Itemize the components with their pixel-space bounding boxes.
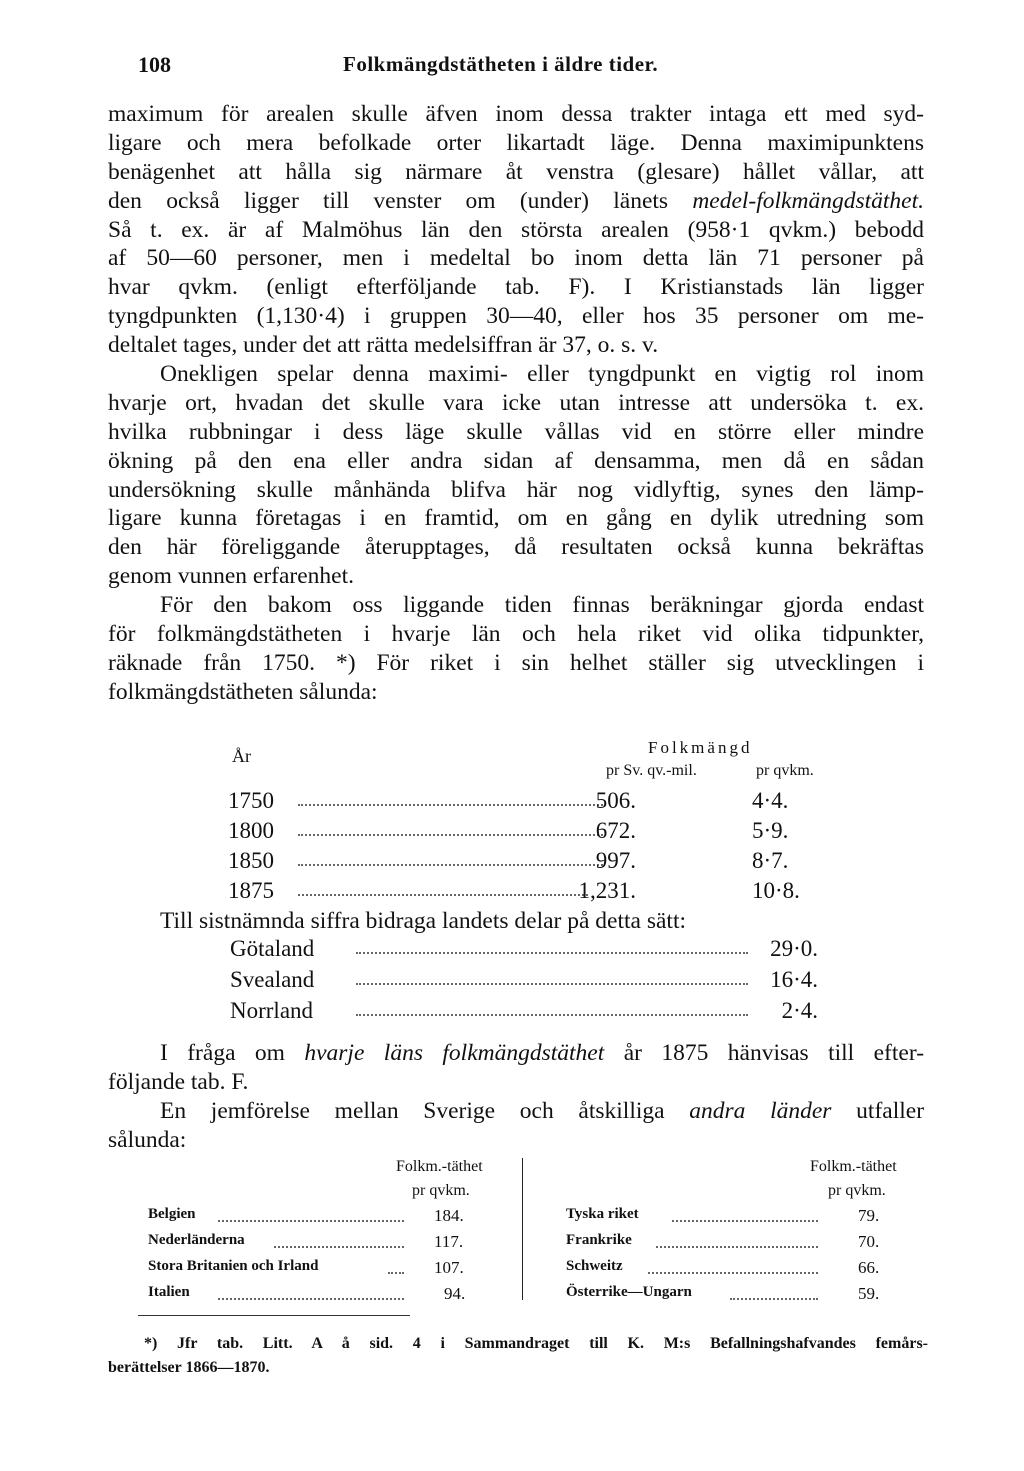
dot-leader	[356, 1012, 748, 1016]
region-value: 16·4.	[770, 967, 818, 992]
region-name: Norrland	[230, 998, 314, 1023]
region-value: 2·4.	[781, 998, 818, 1023]
column-header: Folkm.-täthet	[810, 1158, 897, 1175]
table-row	[148, 1284, 518, 1310]
italic-term: hvarje läns folkmängdstäthet	[304, 1040, 605, 1066]
country-name: Stora Britanien och Irland	[148, 1258, 319, 1274]
column-subheader: pr qvkm.	[412, 1182, 470, 1199]
footnote-rule	[138, 1315, 410, 1316]
text-line: maximum för arealen skulle äfven inom dessa trakter intaga ett med syd-	[108, 101, 924, 127]
year-cell: 1850	[228, 848, 274, 873]
dot-leader	[218, 1296, 404, 1300]
text-line: ligare kunna företagas i en framtid, om en gång en dylik utredning som	[108, 505, 924, 532]
text-line: genom vunnen erfarenhet.	[108, 563, 354, 590]
table-row	[148, 1206, 518, 1232]
text-line: hvar qvkm. (enligt efterföljande tab. F). I Kristianstads län ligger	[108, 274, 924, 301]
text-line-with-italic	[108, 187, 924, 216]
text-fragment: I fråga om	[160, 1040, 285, 1066]
text-line: ligare och mera befolkade orter likartadt läge. Denna maximipunktens	[108, 129, 924, 156]
italic-term: medel-folkmängdstäthet.	[692, 187, 924, 214]
table-row	[148, 1258, 518, 1284]
text-line: För den bakom oss liggande tiden finnas beräkningar gjorda endast	[160, 592, 924, 619]
table-row	[566, 1284, 928, 1310]
dot-leader	[356, 950, 748, 954]
column-divider	[522, 1158, 523, 1300]
year-density-table	[228, 738, 828, 908]
text-line: hvarje ort, hvadan det skulle vara icke utan intresse att undersöka t. ex.	[108, 389, 924, 416]
dot-leader	[298, 802, 603, 806]
text-line: af 50—60 personer, men i medeltal bo inom detta län 71 personer på	[108, 245, 924, 272]
country-value: 117.	[434, 1232, 464, 1251]
dot-leader	[274, 1244, 404, 1248]
country-value: 79.	[858, 1206, 880, 1225]
per-mil-cell: 506.	[595, 788, 636, 813]
table-row	[230, 936, 830, 966]
column-header: Folkm.-täthet	[396, 1158, 483, 1175]
per-mil-cell: 997.	[595, 848, 636, 873]
text-line: hvilka rubbningar i dess läge skulle vållas vid en större eller mindre	[108, 418, 924, 445]
footnote	[108, 1332, 928, 1380]
country-name: Nederländerna	[148, 1232, 245, 1248]
table-row	[228, 818, 828, 848]
country-name: Tyska riket	[566, 1206, 639, 1222]
dot-leader	[298, 892, 588, 896]
region-name: Götaland	[230, 936, 315, 961]
dot-leader	[298, 862, 603, 866]
country-name: Belgien	[148, 1206, 196, 1222]
country-name: Italien	[148, 1284, 190, 1300]
table-row	[228, 848, 828, 878]
region-value: 29·0.	[770, 936, 818, 961]
text-line: tyngdpunkten (1,130·4) i gruppen 30—40, eller hos 35 personer om me-	[108, 303, 924, 330]
country-value: 59.	[858, 1284, 880, 1303]
text-line: benägenhet att hålla sig närmare åt venstra (glesare) hållet vållar, att	[108, 158, 924, 185]
running-head: Folkmängdstätheten i äldre tider.	[343, 52, 659, 76]
text-line: den här föreliggande återupptages, då resultaten också kunna bekräftas	[108, 534, 924, 561]
per-qvkm-cell: 4·4.	[752, 788, 789, 813]
text-line: deltalet tages, under det att rätta medelsiffran är 37, o. s. v.	[108, 332, 659, 359]
country-column-left	[148, 1158, 518, 1306]
footnote-line: berättelser 1866—1870.	[108, 1359, 270, 1376]
dot-leader	[388, 1270, 404, 1274]
dot-leader	[656, 1244, 818, 1248]
page-header	[138, 52, 928, 86]
country-value: 184.	[434, 1206, 464, 1225]
table-row	[148, 1232, 518, 1258]
country-value: 70.	[858, 1232, 880, 1251]
country-column-right	[566, 1158, 928, 1306]
per-qvkm-cell: 10·8.	[752, 878, 800, 903]
dot-leader	[730, 1296, 818, 1300]
text-line: Till sistnämnda siffra bidraga landets delar på detta sätt:	[160, 908, 687, 934]
dot-leader	[218, 1218, 404, 1222]
per-qvkm-cell: 8·7.	[752, 848, 789, 873]
text-line: Så t. ex. är af Malmöhus län den största arealen (958·1 qvkm.) bebodd	[108, 216, 924, 243]
country-comparison-table	[148, 1158, 928, 1306]
text-line: sålunda:	[108, 1126, 187, 1153]
per-qvkm-cell: 5·9.	[752, 818, 789, 843]
table-row	[566, 1232, 928, 1258]
column-subheader: pr qvkm.	[828, 1182, 886, 1199]
table-row	[230, 998, 830, 1028]
text-line: för folkmängdstätheten i hvarje län och hela riket vid olika tidpunkter,	[108, 621, 924, 648]
text-fragment: den också ligger till venster om (under) länets	[108, 187, 669, 214]
dot-leader	[356, 981, 748, 985]
country-value: 66.	[858, 1258, 880, 1277]
region-name: Svealand	[230, 967, 315, 992]
text-line-with-italic	[108, 1097, 924, 1126]
table-row	[230, 967, 830, 997]
text-fragment: utfaller	[856, 1097, 925, 1124]
text-line: folkmängdstätheten sålunda:	[108, 678, 378, 705]
body-text	[108, 100, 924, 707]
country-value: 107.	[434, 1258, 464, 1277]
page-number: 108	[138, 52, 171, 77]
text-line: Onekligen spelar denna maximi- eller tyngdpunkt en vigtig rol inom	[160, 361, 924, 388]
column-header-per-mil: pr Sv. qv.-mil.	[606, 762, 697, 779]
table-row	[566, 1206, 928, 1232]
per-mil-cell: 672.	[595, 818, 636, 843]
table-row	[228, 788, 828, 818]
table-row	[228, 878, 828, 908]
body-text-continued	[108, 1039, 924, 1155]
country-value: 94.	[444, 1284, 466, 1303]
footnote-line: *) Jfr tab. Litt. A å sid. 4 i Sammandraget till K. M:s Befallningshafvandes femårs-	[144, 1335, 928, 1352]
text-line: följande tab. F.	[108, 1068, 249, 1095]
text-line: ökning på den ena eller andra sidan af densamma, men då en sådan	[108, 447, 924, 474]
text-line: räknade från 1750. *) För riket i sin helhet ställer sig utvecklingen i	[108, 649, 924, 676]
dot-leader	[298, 832, 603, 836]
column-header-per-qvkm: pr qvkm.	[756, 762, 814, 779]
text-fragment: år 1875 hänvisas till efter-	[623, 1040, 925, 1066]
year-cell: 1800	[228, 818, 274, 843]
text-line: undersökning skulle månhända blifva här nog vidlyftig, synes den lämp-	[108, 476, 924, 503]
per-mil-cell: 1,231.	[578, 878, 636, 903]
column-group-header: Folkmängd	[648, 738, 753, 757]
dot-leader	[672, 1218, 818, 1222]
text-fragment: En jemförelse mellan Sverige och åtskilliga	[160, 1097, 665, 1124]
year-cell: 1875	[228, 878, 274, 903]
year-cell: 1750	[228, 788, 274, 813]
table-row	[566, 1258, 928, 1284]
country-name: Schweitz	[566, 1258, 623, 1274]
regions-intro	[160, 907, 924, 936]
italic-term: andra länder	[689, 1097, 832, 1124]
column-header-year: År	[232, 746, 251, 766]
dot-leader	[648, 1270, 818, 1274]
country-name: Frankrike	[566, 1232, 632, 1248]
country-name: Österrike—Ungarn	[566, 1284, 692, 1300]
text-line-with-italic	[108, 1039, 924, 1068]
region-density-table	[230, 936, 830, 1032]
